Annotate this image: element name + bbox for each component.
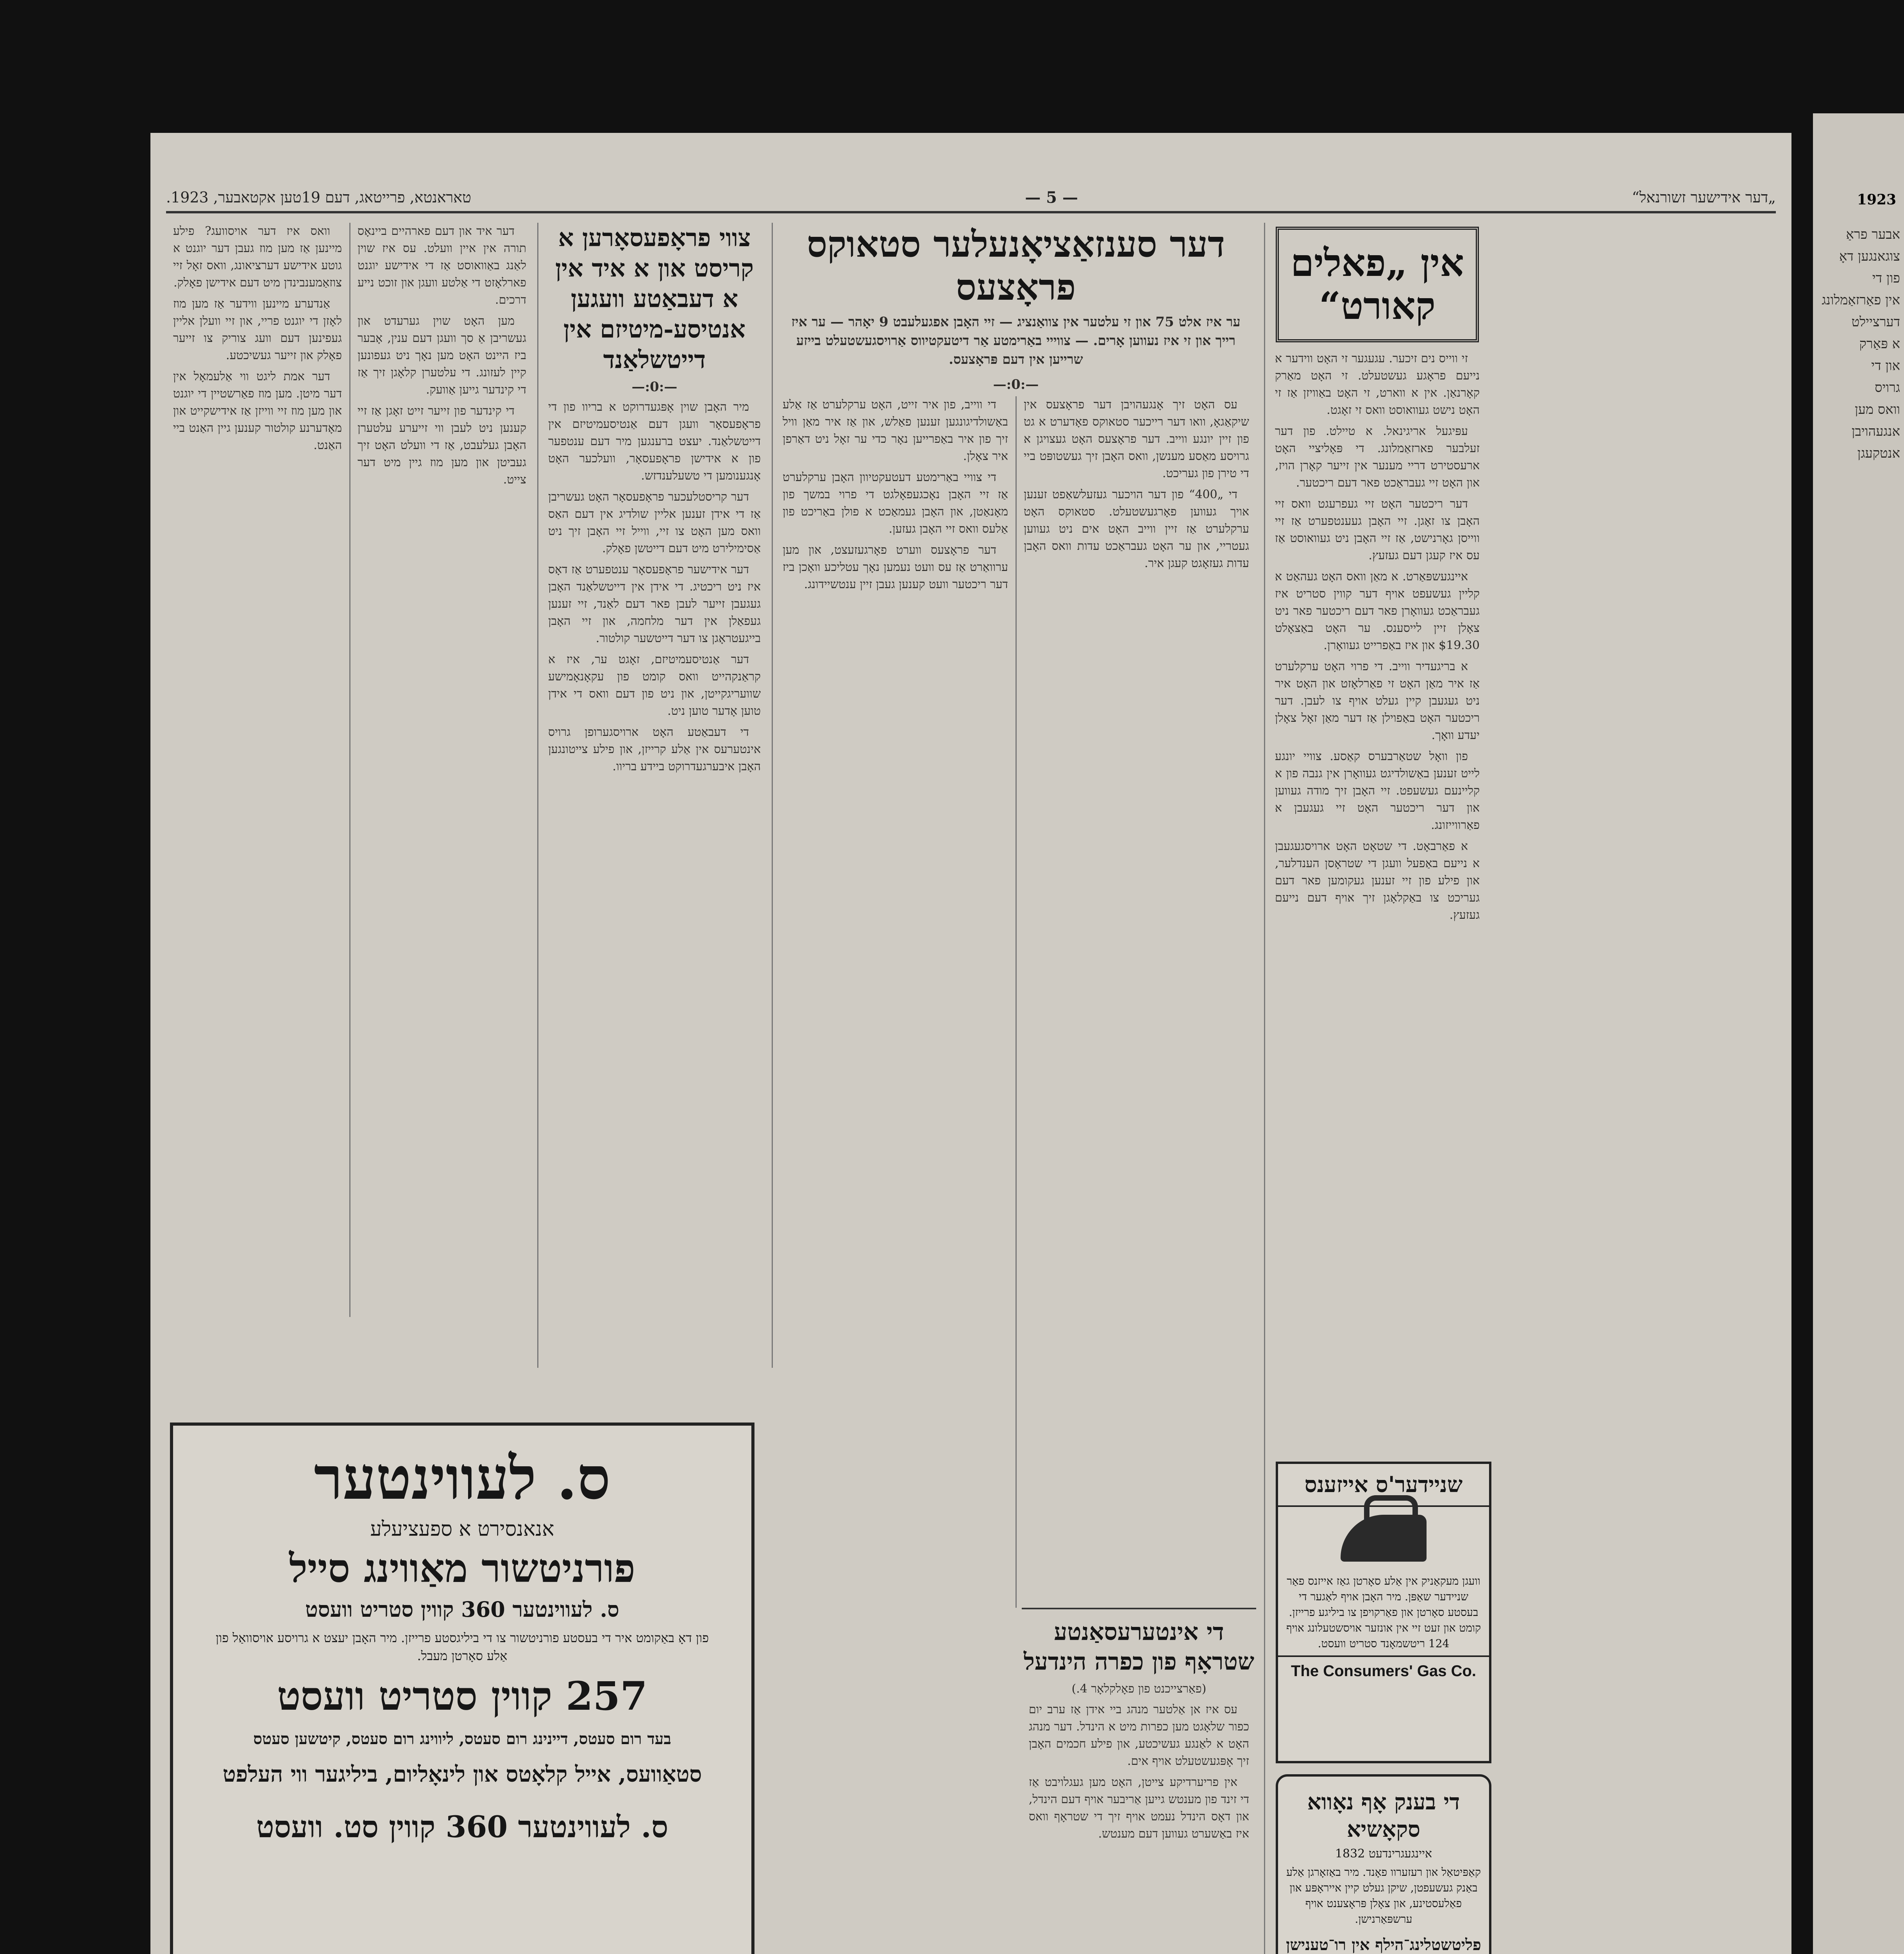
kapores-body [1022,1701,1256,1843]
lewinter-address-mid: 257 קווין סטריט וועסט [277,1673,647,1719]
column-rule [772,223,773,1368]
page-number: — 5 — [1025,188,1078,207]
separator: —:0:— [993,377,1039,392]
article-paragraph: איינגעשפּאַרט. א מאַן וואס האָט געהאַט א קליין געשעפט אויף דער קווין סטריט איז געבראַכט געוואָרן פאר דעם ריכטער פאר ניט צאָלן זיין לייסענס. ער האָט באַצאָלט $19.30 און איז באַפרייט געוואָרן. [1275,570,1480,652]
article-paragraph: די צוויי באַרימטע דעטעקטיוון האָבן ערקלערט אַז זיי האָבן נאָכגעפאָלגט די פרוי במשך פון מאָנאַטן, און האָבן געמאַכט א פולן באַריכט פון אַלעס וואס זיי האָבן געזען. [783,471,1008,536]
debate-headline: צווי פראָפעסאָרען א קריסט און א איד אין א דעבאַטע וועגען אנטיסע-מיטיזם אין דייטשלאַנד [555,224,754,374]
masthead [166,184,1776,213]
article-paragraph: מיר האָבן שוין אָפּגעדרוקט א בריוו פון די פראָפעסאָר וועגן דעם אַנטיסעמיטיזם אין דייטשלאַנד. יעצט ברענגען מיר דעם ענטפער פון א אידישן פראָפעסאָר, וועלכער האָט אָנגענומען די טשעלענדזש. [548,400,761,483]
article-paragraph: מען האָט שוין גערעדט און געשריבן אַ סך וועגן דעם ענין, אָבער ביז היינט האָט מען נאָך ניט געפונען קיין לעזונג. די עלטערן קלאָגן זיך אַז די קינדער גייען אַוועק. [358,314,526,397]
article-paragraph: דער ריכטער האָט זיי געפרעגט וואס זיי האָבן צו זאָגן. זיי האָבן געענטפערט אַז זיי ווייסן גאָרנישט, אַז זיי האָבן ניט געוואוסט אַז עס איז קעגן דעם געזעץ. [1275,497,1480,562]
lewinter-text2: בעד רום סעטס, דיינינג רום סעטס, ליווינג רום סעטס, קיטשען סעטס [253,1730,671,1748]
column-far-left [166,223,533,1368]
article-paragraph: דער פראָצעס ווערט פאָרגעזעצט, און מען ערוואַרט אַז עס וועט נעמען נאָך עטליכע וואָכן ביז דער ריכטער וועט קענען געבן זיין ענטשיידונג. [783,543,1008,591]
article-paragraph: עס איז אן אַלטער מנהג ביי אידן אַז ערב יום כפור שלאָגט מען כפרות מיט א הינדל. דער מנהג האָט א לאַנגע געשיכטע, און פילע חכמים האָבן זיך אָפּגעשטעלט אויף אים. [1029,1703,1249,1768]
lewinter-line2: פורניטשור מאַווינג סייל [289,1545,635,1591]
newspaper-page [150,133,1791,1954]
stokes-body [776,396,1256,1608]
article-paragraph: א פאַרבאָט. די שטאָט האָט ארויסגעגעבן א נייעם באַפעל וועגן די שטראָסן הענדלער, און פילע פון זיי זענען געקומען פאר דעם געריכט צו באַקלאָגן זיך אויף דעם נייעם געזעץ. [1275,839,1480,922]
column-professors-debate [541,223,768,1368]
article-paragraph: אין פריערדיקע צייטן, האָט מען געגלויבט אַז די זינד פון מענטש גייען אַריבער אויף דעם הינדל, און דאָס הינדל נעמט אויף זיך די שטראָף וואס איז באַשערט געווען דעם מענטש. [1029,1775,1249,1841]
bank-ad-text: קאַפּיטאַל און רעזערוו פאָנד. מיר באַזאָרגן אַלע באַנק געשעפטן, שיקן געלט קיין אייראָפּע און פאַלעסטינע, און צאָלן פּראָצענט אויף ערשפּאַרנישן. [1286,1866,1481,1925]
iron-icon [1341,1515,1427,1562]
article-paragraph: זי ווייס נים זיכער. עגעגער זי האָט ווידער א נייעם פראָגע געשטעלט. זי האָט מאַרק קאָרנאַן. אין א ווארט, זי האָט באַוויזן אַז זי האָט נישט געוואוסט וואס זי זאָגט. [1275,352,1480,417]
article-paragraph: פון וואָל שטאַרבערס קאַסע. צוויי יונגע לייט זענען באַשולדיגט געוואָרן אין גנבה פון א קליינעם געשעפט. זיי האָבן זיך מודה געווען און דער ריכטער האָט זיי געגעבן א פאַרווייזונג. [1275,750,1480,832]
article-paragraph: עס האָט זיך אָנגעהויבן דער פראָצעס אין שיקאַגאָ, וואו דער רייכער סטאוקס פאָדערט א גט פון זיין יונגע ווייב. דער פראָצעס האָט געצויגן א גרויסע מאַסע מענשן, וואס האָבן זיך געשטופּט ביי די טירן פון געריכט. [1024,398,1249,480]
article-paragraph: וואס איז דער אויסוועג? פילע מיינען אַז מען מוז געבן דער יוגנט א גוטע אידישע דערציאונג, וואס זאָל זיי צוזאַמענבינדן מיט דעם אידישן פאָלק. [173,224,342,290]
lewinter-name: ס. לעווינטער [314,1444,611,1513]
debate-body [541,399,768,775]
article-paragraph: דער קריסטלעכער פראָפעסאָר האָט געשריבן אַז די אידן זענען אליין שולדיג אין דעם האַס וואס מען האָט צו זיי, ווייל זיי האָבן זיך ניט אַסימילירט מיט דעם דייטשן פאָלק. [548,490,761,555]
stokes-subhead: ער איז אלט 75 און זי עלטער אין צוואַנציג — זיי האָבן אפגעלעבט 9 יאָהר — ער איז רייך און זי איז נעווען אָרים. — צווייי באַרימטע אַר דיטעקטיווס אַרויסגעשטעלט בייזע שרייען אין דעם פּראָצעס. [791,314,1241,367]
palais-court-body [1268,350,1487,924]
bank-ad-founded: איינגעגרינדעט 1832 [1335,1847,1432,1861]
article-paragraph: די קינדער פון זייער זייט זאָגן אַז זיי קענען ניט לעבן ווי זייערע עלטערן האָבן געלעבט, אַז די וועלט האָט זיך געביטן און מען מוז גיין מיט דער צייט. [358,404,526,487]
article-paragraph: א בריגעדיר ווייב. די פרוי האָט ערקלערט אַז איר מאַן האָט זי פאַרלאָזט און האָט איר ניט געגעבן קיין געלט אויף צו לעבן. דער ריכטער האָט באַפוילן אַז דער מאַן זאָל צאָלן יעדע וואָך. [1275,660,1480,742]
article-paragraph: דער אידישער פראָפעסאָר ענטפערט אַז דאָס איז ניט ריכטיג. די אידן אין דייטשלאַנד האָבן געגעבן זייער לעבן פאר דעם לאַנד, זיי זענען געפאַלן אין דער מלחמה, און זיי האָבן בייגעטראָגן צו דער דייטשער קולטור. [548,563,761,645]
bank-ad-headline: פליטשטלינג־הילף אין רו־טענישן [1286,1936,1481,1954]
article-paragraph: עפּיגעל אריגינאל. א טיילט. פון דער זעלבער פארזאַמלונג. די פּאָליציי האָט ארעסטירט דריי מענער אין זייער קאָרן הויז, און האָט זיי געבראַכט פאר דעם ריכטער. [1275,424,1480,490]
kapores-headline: די אינטערעסאַנטע שטראָף פון כפרה הינדעל [1023,1618,1255,1675]
bank-nova-scotia-ad [1276,1774,1491,1954]
consumers-gas-ad [1276,1462,1491,1763]
gas-ad-title: שניידער'ס אייזענס [1278,1464,1489,1507]
kapores-byline: (פאַרצייכנט פון פאָלקלאָר 4.) [1071,1682,1207,1696]
article-paragraph: די ווייב, פון איר זייט, האָט ערקלערט אַז אַלע באַשולדיגונגען זענען פאַלש, און אַז איר מאַן וויל זיך פון איר באַפרייען נאָר כדי ער זאָל ניט דאַרפן איר צאָלן. [783,398,1008,463]
separator: —:0:— [631,379,678,395]
paper-name: „דער אידישער זשורנאל“ [1632,188,1776,206]
adjacent-page-fragment [1813,113,1904,1954]
stokes-headline: דער סענזאַציאָנעלער סטאוקס פראָצעס [806,223,1225,308]
column-stokes-trial [776,223,1256,1954]
lewinter-text1: פון דאָ באַקומט איר די בעסטע פורניטשור צו די ביליגסטע פרייזן. מיר האָבן יעצט א גרויסע אויסוואַל פון אַלע סאָרטן מעבל. [216,1630,709,1663]
article-paragraph: די „400“ פון דער הויכער געזעלשאַפט זענען אויך געווען פאָרגעשטעלט. סטאוקס האָט ערקלערט אַז זיין ווייב האָט אים ניט געווען געטריי, און ער האָט געבראַכט עדות וואס האָבן עדות געזאָגט קעגן איר. [1024,488,1249,570]
lewinter-address-bottom: ס. לעווינטער 360 קווין סט. וועסט [256,1809,669,1844]
adjacent-page-date: 1923 [1857,191,1896,208]
column-rule [1264,223,1265,1954]
far-left-body [166,223,533,1317]
article-paragraph: דער איד און דעם פארהיים ביינאָס תורה אין איין וועלט. עס איז שוין לאַנג באַוואוסט אַז די אידישע יוגנט פארלאָזט די אַלטע וועגן און זוכט נייע דרכים. [358,224,526,307]
gas-ad-text: וועגן מעקאַניק אין אַלע סאָרטן גאַז אייזנס פאַר שניידער שאַפּן. מיר האָבן אויף לאַגער די בעסטע סאָרטן און פאַרקויפן צו ביליגע פרייזן. קומט און זעט זיי אין אונזער אויסשטעלונג אויף 124 ריטשמאָנד סטריט וועסט. [1286,1575,1481,1650]
lewinter-address-top: ס. לעווינטער 360 קווין סטריט וועסט [305,1597,619,1622]
article-paragraph: אַנדערע מיינען ווידער אַז מען מוז לאָזן די יוגנט פריי, און זיי וועלן אליין געפינען דעם וועג צוריק צו זייער פאָלק און זייער געשיכטע. [173,297,342,362]
lewinter-line1: אנאנסירט א ספעציעלע [370,1517,554,1541]
adjacent-page-text: אבער פראַ צוגאנגען דאָ פון די אין פאַרזאַמלונג דערציילט א פּאַרק און די גרויס וואס מען אנגעהויבן אנטקעגן [1822,227,1900,461]
article-paragraph: דער אמת ליגט ווי אַלעמאָל אין דער מיטן. מען מוז פאַרשטיין די יוגנט און מען מוז זיי ווייזן אַז אידישקייט און מאָדערנע קולטור קענען גיין האַנט ביי האַנט. [173,370,342,452]
article-paragraph: די דעבאַטע האָט ארויסגערופן גרויס אינטערעס אין אַלע קרייזן, און פילע צייטונגען האָבן איבערגעדרוקט ביידע בריוו. [548,725,761,773]
palais-court-headline: אין „פאלים קאורט“ [1276,227,1479,342]
lewinter-furniture-ad [170,1423,754,1954]
column-palais-court [1268,223,1487,1423]
kapores-article [1022,1608,1256,1843]
bank-ad-title: די בענק אָף נאָווא סקאָשיא [1307,1789,1460,1842]
gas-ad-company: The Consumers' Gas Co. [1278,1655,1489,1686]
article-paragraph: דער אַנטיסעמיטיזם, זאָגט ער, איז א קראַנקהייט וואס קומט פון עקאָנאָמישע שוועריגקייטן, און ניט פון דעם וואס די אידן טוען אָדער טוען ניט. [548,653,761,718]
column-rule [537,223,538,1368]
lewinter-text3: סטאַוועס, אייל קלאָטס און לינאָליום, ביליגער ווי העלפט [222,1761,702,1787]
dateline: טאראנטא, פרייטאג, דעם 19טען אקטאבער, 1923. [166,188,471,206]
